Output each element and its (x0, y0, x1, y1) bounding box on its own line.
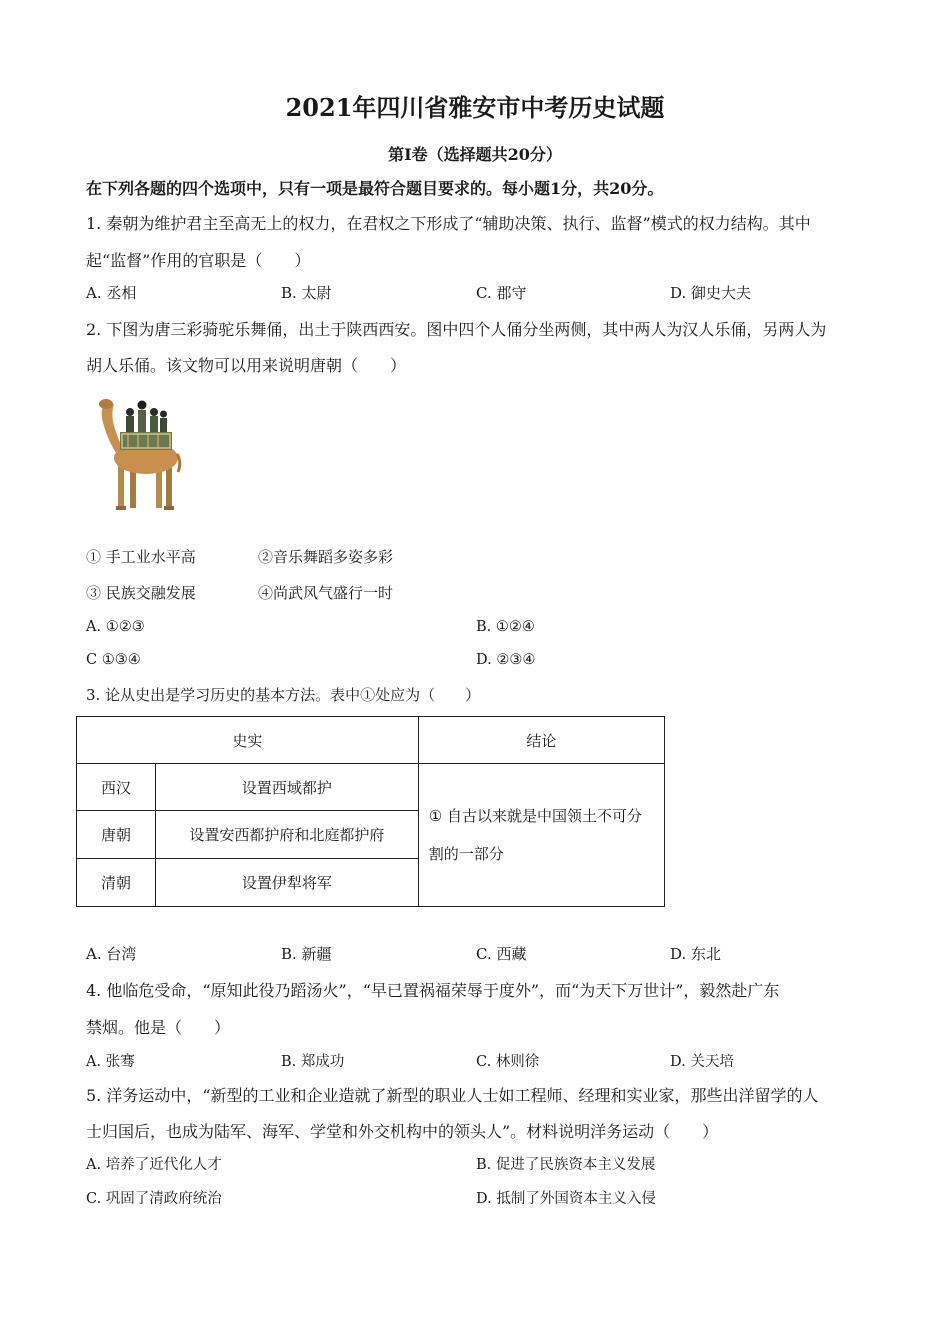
camel-figurine-image (88, 388, 188, 518)
table-row (77, 764, 665, 811)
q2-option-c: C ①③④ (86, 652, 141, 668)
q2-item-4: ④尚武风气盛行一时 (258, 584, 394, 602)
q5-option-d: D. 抵制了外国资本主义入侵 (476, 1191, 656, 1207)
q2-item-3: ③ 民族交融发展 (86, 584, 196, 602)
instructions: 在下列各题的四个选项中，只有一项是最符合题目要求的。每小题1分，共20分。 (86, 179, 664, 198)
q3-stem: 3. 论从史出是学习历史的基本方法。表中①处应为（ ） (86, 686, 481, 704)
table-header-conclusion: 结论 (418, 717, 664, 764)
q1-option-a: A. 丞相 (86, 284, 137, 302)
table-cell-fact: 设置安西都护府和北庭都护府 (156, 811, 419, 859)
conclusion-line2: 割的一部分 (428, 845, 504, 863)
q4-stem-line1: 4. 他临危受命，“原知此役乃蹈汤火”，“早已置祸福荣辱于度外”，而“为天下万世计”，毅然赴广东 (86, 981, 780, 1000)
q4-stem-line2: 禁烟。他是（ ） (86, 1018, 231, 1037)
q1-option-b: B. 太尉 (281, 284, 332, 302)
q5-option-c: C. 巩固了清政府统治 (86, 1191, 222, 1207)
q4-option-c: C. 林则徐 (476, 1054, 540, 1070)
q2-stem-line2: 胡人乐俑。该文物可以用来说明唐朝（ ） (86, 356, 407, 375)
q2-option-a: A. ①②③ (86, 619, 145, 635)
table-cell-fact: 设置西域都护 (156, 764, 419, 811)
table-cell-dynasty: 西汉 (77, 764, 156, 811)
section-title: 第Ⅰ卷（选择题共20分） (388, 145, 562, 164)
q3-option-c: C. 西藏 (476, 945, 527, 963)
q3-option-a: A. 台湾 (86, 945, 137, 963)
q2-option-d: D. ②③④ (476, 652, 536, 668)
q3-option-b: B. 新疆 (281, 945, 332, 963)
q5-option-b: B. 促进了民族资本主义发展 (476, 1157, 656, 1173)
q1-option-c: C. 郡守 (476, 284, 527, 302)
q3-option-d: D. 东北 (670, 945, 722, 963)
q1-stem-line1: 1. 秦朝为维护君主至高无上的权力，在君权之下形成了“辅助决策、执行、监督”模式的权力结构。其中 (86, 214, 811, 233)
conclusion-line1: ① 自古以来就是中国领土不可分 (428, 807, 642, 825)
q2-item-1: ① 手工业水平高 (86, 548, 196, 566)
table-cell-dynasty: 清朝 (77, 859, 156, 907)
history-table (76, 716, 665, 907)
q1-stem-line2: 起“监督”作用的官职是（ ） (86, 251, 311, 270)
q5-stem-line1: 5. 洋务运动中，“新型的工业和企业造就了新型的职业人士如工程师、经理和实业家，那些出洋留学的人 (86, 1086, 819, 1105)
q2-item-2: ②音乐舞蹈多姿多彩 (258, 548, 394, 566)
table-cell-fact: 设置伊犁将军 (156, 859, 419, 907)
q4-option-b: B. 郑成功 (281, 1054, 345, 1070)
page-title: 2021年四川省雅安市中考历史试题 (285, 93, 665, 122)
table-cell-conclusion (418, 764, 664, 907)
q4-option-d: D. 关天培 (670, 1054, 734, 1070)
q1-option-d: D. 御史大夫 (670, 284, 752, 302)
table-cell-dynasty: 唐朝 (77, 811, 156, 859)
q2-stem-line1: 2. 下图为唐三彩骑驼乐舞俑，出土于陕西西安。图中四个人俑分坐两侧，其中两人为汉人乐俑，另两人为 (86, 320, 827, 339)
q4-option-a: A. 张骞 (86, 1054, 135, 1070)
q5-stem-line2: 士归国后，也成为陆军、海军、学堂和外交机构中的领头人”。材料说明洋务运动（ ） (86, 1122, 719, 1141)
table-header-facts: 史实 (77, 717, 419, 764)
q2-option-b: B. ①②④ (476, 619, 535, 635)
q5-option-a: A. 培养了近代化人才 (86, 1157, 222, 1173)
